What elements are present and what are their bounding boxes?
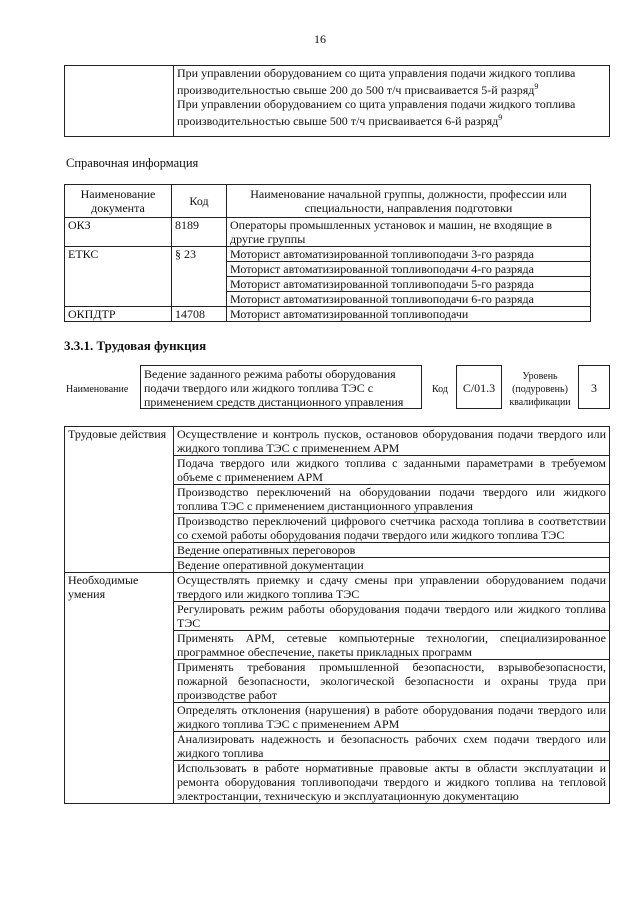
action-item: Ведение оперативных переговоров (174, 543, 610, 558)
name-label: Наименование (66, 384, 129, 395)
code-cell: 8189 (172, 218, 227, 247)
action-item: Производство переключений цифрового счетчика расхода топлива в соответствии со схемой работы оборудования подачи твердого или жидкого топлива ТЭС (174, 514, 610, 543)
name-cell: Моторист автоматизированной топливоподачи 3-го разряда (227, 247, 591, 262)
page-number: 16 (314, 32, 326, 46)
labor-function-table (64, 426, 610, 804)
table-row (65, 218, 591, 247)
doc-cell: ОКЗ (65, 218, 172, 247)
name-cell: Моторист автоматизированной топливоподачи 5-го разряда (227, 277, 591, 292)
grade-cell (174, 66, 610, 137)
skill-item: Осуществлять приемку и сдачу смены при управлении оборудованием подачи твердого или жидкого топлива ТЭС (174, 573, 610, 602)
empty-cell (65, 66, 174, 137)
action-item: Подача твердого или жидкого топлива с заданными параметрами в требуемом объеме с применением АРМ (174, 456, 610, 485)
reference-header-row (65, 185, 591, 218)
header-doc: Наименование документа (65, 185, 172, 218)
actions-label: Трудовые действия (65, 427, 174, 573)
grade-5-text: При управлении оборудованием со щита управления подачи жидкого топлива производительностью свыше 200 до 500 т/ч присваивается 5-й разряд (177, 66, 576, 97)
continued-table (64, 65, 610, 137)
name-cell: Моторист автоматизированной топливоподачи 6-го разряда (227, 292, 591, 307)
skill-item: Использовать в работе нормативные правовые акты в области эксплуатации и ремонта оборудования топливоподачи твердого и жидкого топлива на тепловой электростанции, техническую и эксплуатационную документацию (174, 761, 610, 804)
action-item: Производство переключений на оборудовании подачи твердого или жидкого топлива ТЭС с применением дистанционного управления (174, 485, 610, 514)
function-code-box: С/01.3 (456, 365, 502, 409)
name-cell: Операторы промышленных установок и машин, не входящие в другие группы (227, 218, 591, 247)
skill-item: Регулировать режим работы оборудования подачи твердого или жидкого топлива ТЭС (174, 602, 610, 631)
header-name: Наименование начальной группы, должности, профессии или специальности, направления подготовки (227, 185, 591, 218)
table-row (65, 307, 591, 322)
name-cell: Моторист автоматизированной топливоподачи 4-го разряда (227, 262, 591, 277)
level-label: Уровень (подуровень) квалификации (509, 371, 571, 408)
function-title: 3.3.1. Трудовая функция (64, 338, 207, 353)
level-box: 3 (578, 365, 610, 409)
footnote-mark: 9 (534, 82, 539, 91)
skill-item: Определять отклонения (нарушения) в работе оборудования подачи твердого или жидкого топлива ТЭС с применением АРМ (174, 703, 610, 732)
code-cell: 14708 (172, 307, 227, 322)
header-code: Код (172, 185, 227, 218)
table-row (65, 427, 610, 456)
skill-item: Применять АРМ, сетевые компьютерные технологии, специализированное программное обеспечение, пакеты прикладных программ (174, 631, 610, 660)
action-item: Осуществление и контроль пусков, остановов оборудования подачи твердого или жидкого топлива ТЭС с применением АРМ (174, 427, 610, 456)
doc-cell: ЕТКС (65, 247, 172, 307)
skills-label: Необходимые умения (65, 573, 174, 804)
skill-item: Анализировать надежность и безопасность рабочих схем подачи твердого или жидкого топлива (174, 732, 610, 761)
table-row (65, 247, 591, 262)
code-label: Код (432, 384, 448, 395)
action-item: Ведение оперативной документации (174, 558, 610, 573)
reference-table (64, 184, 591, 322)
function-name-box: Ведение заданного режима работы оборудования подачи твердого или жидкого топлива ТЭС с применением средств дистанционного управления (140, 365, 422, 409)
reference-heading: Справочная информация (66, 156, 199, 170)
code-cell: § 23 (172, 247, 227, 307)
name-cell: Моторист автоматизированной топливоподачи (227, 307, 591, 322)
footnote-mark: 9 (498, 113, 503, 122)
skill-item: Применять требования промышленной безопасности, взрывобезопасности, пожарной безопасности, экологической безопасности и охраны труда при производстве работ (174, 660, 610, 703)
grade-6-text: При управлении оборудованием со щита управления подачи жидкого топлива производительностью свыше 500 т/ч присваивается 6-й разряд (177, 97, 576, 128)
table-row (65, 573, 610, 602)
doc-cell: ОКПДТР (65, 307, 172, 322)
